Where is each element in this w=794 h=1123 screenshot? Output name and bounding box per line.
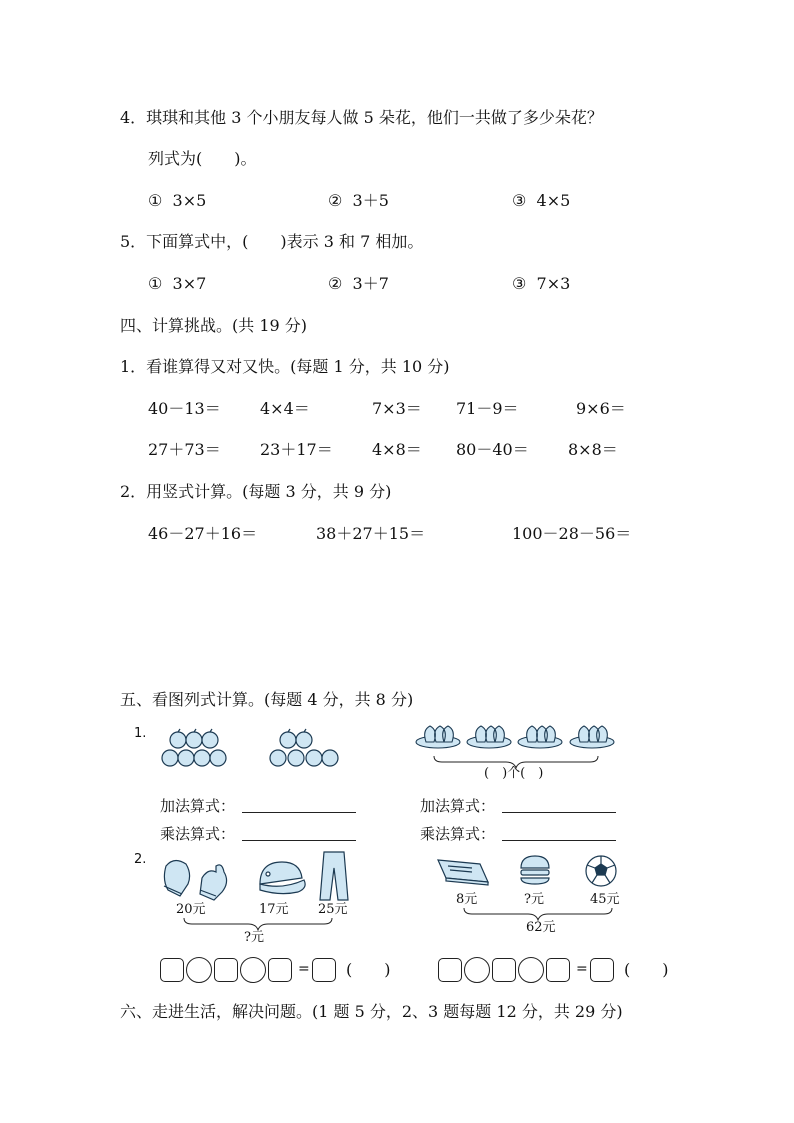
right-price: 45元 — [590, 892, 620, 907]
addition-answer-line-right[interactable] — [502, 812, 616, 813]
addition-label-left: 加法算式： — [160, 797, 236, 815]
q5-question: 5．下面算式中，( )表示 3 和 7 相加。 — [120, 232, 424, 251]
cap-icon — [254, 858, 310, 900]
plates-bracket-label: ( )个( ) — [484, 766, 544, 781]
calc-item: 71－9＝ — [456, 399, 519, 418]
mittens-icon — [160, 856, 234, 902]
calc-item: 8×8＝ — [568, 440, 618, 459]
section-4-title: 四、计算挑战。(共 19 分) — [120, 316, 308, 335]
answer-box[interactable] — [268, 958, 292, 982]
calc-item: 27＋73＝ — [148, 440, 221, 459]
q4-prompt: 列式为( )。 — [148, 149, 257, 168]
hamburger-icon — [518, 854, 552, 886]
right-price: 8元 — [456, 892, 478, 907]
section-4-part-1-title: 1．看谁算得又对又快。(每题 1 分，共 10 分) — [120, 357, 450, 376]
answer-box[interactable] — [160, 958, 184, 982]
problem-1-number: 1. — [134, 726, 147, 741]
multiplication-label-left: 乘法算式： — [160, 825, 236, 843]
equals-sign: = — [298, 961, 310, 977]
vertical-calc-item: 38＋27＋15＝ — [316, 524, 426, 543]
left-price: 17元 — [259, 902, 289, 917]
answer-box[interactable] — [312, 958, 336, 982]
brace-right-items — [462, 906, 616, 920]
section-6-title: 六、走进生活，解决问题。(1 题 5 分，2、3 题每题 12 分，共 29 分) — [120, 1002, 623, 1021]
right-total: 62元 — [526, 920, 556, 935]
unit-paren[interactable]: ( ) — [624, 960, 669, 979]
left-total: ?元 — [244, 930, 264, 945]
multiplication-answer-line-right[interactable] — [502, 840, 616, 841]
left-price: 20元 — [176, 902, 206, 917]
calc-item: 4×8＝ — [372, 440, 422, 459]
q4-option-3: ③ 4×5 — [512, 191, 571, 210]
unit-paren[interactable]: ( ) — [346, 960, 391, 979]
soccer-ball-icon — [584, 854, 618, 888]
q5-option-2: ② 3＋7 — [328, 274, 389, 293]
q5-option-3: ③ 7×3 — [512, 274, 571, 293]
answer-box[interactable] — [438, 958, 462, 982]
left-price: 25元 — [318, 902, 348, 917]
vertical-calc-item: 100－28－56＝ — [512, 524, 632, 543]
section-4-part-2-title: 2．用竖式计算。(每题 3 分，共 9 分) — [120, 482, 392, 501]
addition-answer-line-left[interactable] — [242, 812, 356, 813]
q4-option-1: ① 3×5 — [148, 191, 207, 210]
trousers-icon — [318, 850, 352, 902]
section-5-title: 五、看图列式计算。(每题 4 分，共 8 分) — [120, 690, 414, 709]
calc-item: 4×4＝ — [260, 399, 310, 418]
vertical-calc-item: 46－27＋16＝ — [148, 524, 258, 543]
answer-box[interactable] — [492, 958, 516, 982]
answer-box[interactable] — [546, 958, 570, 982]
addition-label-right: 加法算式： — [420, 797, 496, 815]
operator-circle[interactable] — [518, 957, 544, 983]
operator-circle[interactable] — [240, 957, 266, 983]
calc-item: 40－13＝ — [148, 399, 221, 418]
brace-left-items — [182, 916, 336, 930]
multiplication-answer-line-left[interactable] — [242, 840, 356, 841]
operator-circle[interactable] — [186, 957, 212, 983]
multiplication-label-right: 乘法算式： — [420, 825, 496, 843]
problem-2-number: 2. — [134, 852, 147, 867]
calc-item: 80－40＝ — [456, 440, 529, 459]
q5-option-1: ① 3×7 — [148, 274, 207, 293]
apples-illustration — [160, 728, 340, 772]
q4-option-2: ② 3＋5 — [328, 191, 389, 210]
book-icon — [434, 856, 490, 886]
calc-item: 7×3＝ — [372, 399, 422, 418]
answer-box[interactable] — [590, 958, 614, 982]
q4-question: 4．琪琪和其他 3 个小朋友每人做 5 朵花，他们一共做了多少朵花？ — [120, 108, 603, 127]
pear-plates-illustration — [416, 722, 616, 752]
operator-circle[interactable] — [464, 957, 490, 983]
calc-item: 9×6＝ — [576, 399, 626, 418]
answer-box[interactable] — [214, 958, 238, 982]
equals-sign: = — [576, 961, 588, 977]
calc-item: 23＋17＝ — [260, 440, 333, 459]
right-price: ?元 — [524, 892, 544, 907]
